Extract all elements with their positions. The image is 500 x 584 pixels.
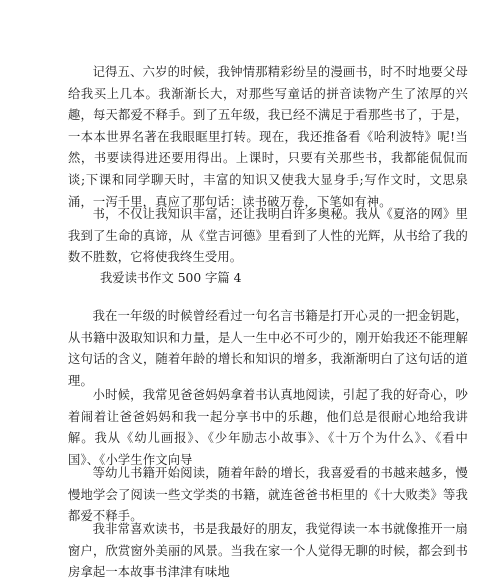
paragraph-children-books: 等幼儿书籍开始阅读，随着年龄的增长，我喜爱看的书越来越多，慢慢地学会了阅读一些文学类的书籍，就连爸爸书柜里的《十大败类》等我都爱不释手。 [68, 466, 468, 524]
paragraph-books-friends: 我非常喜欢读书，书是我最好的朋友，我觉得读一本书就像推开一扇窗户，欣赏窗外美丽的风景。当我在家一个人觉得无聊的时候，都会到书房拿起一本故事书津津有味地 [68, 522, 468, 580]
paragraph-books-secrets: 书，不仅让我知识丰富，还让我明白许多奥秘。我从《夏洛的网》里我到了生命的真谛，从《堂吉诃德》里看到了人性的光辉，从书给了我的数不胜数，它将使我终生受用。 [68, 207, 468, 265]
section-heading: 我爱读书作文 500 字篇 4 [100, 271, 242, 285]
paragraph-golden-key: 我在一年级的时候曾经看过一句名言书籍是打开心灵的一把金钥匙，从书籍中汲取知识和力量，是人一生中必不可少的，刚开始我还不能理解这句话的含义，随着年龄的增长和知识的增多，我渐渐明白了这句话的道理。 [68, 309, 468, 388]
paragraph-childhood-reading: 记得五、六岁的时候，我钟情那精彩纷呈的漫画书，时不时地要父母给我买上几本。我渐渐长大，对那些写童话的拼音读物产生了浓厚的兴趣，每天都爱不释手。到了五年级，我已经不满足于看那些书了，于是，一本本世界名著在我眼眶里打转。现在，我还推备看《哈利波特》呢!当然，书要读得进还要用得出。上课时，只要有关那些书，我都能侃侃而谈;下课和同学聊天时，丰富的知识又使我大显身手;写作文时，文思泉涌，一泻千里，真应了那句话：读书破万卷，下笔如有神。 [68, 65, 468, 209]
paragraph-parents-reading: 小时候，我常见爸爸妈妈拿着书认真地阅读，引起了我的好奇心，吵着闹着让爸爸妈妈和我一起分享书中的乐趣，他们总是很耐心地给我讲解。我从《幼儿画报》、《少年励志小故事》、《十万个为什么》、《看中国》、《小学生作文向导 [68, 388, 468, 467]
